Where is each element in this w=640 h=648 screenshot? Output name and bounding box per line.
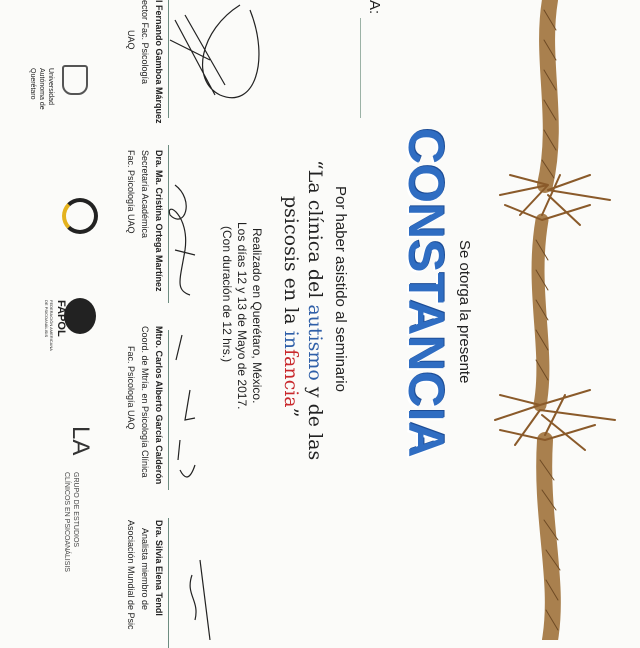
title: CONSTANCIA [398,128,454,458]
duration-text: (Con duración de 12 hrs.) [220,226,234,363]
signer-role: Fac. Psicología UAQ [126,346,136,430]
signature-2 [169,185,195,295]
logo-text: CLÍNICOS EN PSICOANÁLISIS [63,472,70,572]
fapol-logo-text [44,300,67,351]
rope-fray [500,175,610,225]
signer-role: Coord. de Mtría. en Psicología Clínica [140,326,150,478]
seminar-text: psicosis en la [280,196,302,331]
logo-text: DE PSICOANÁLISIS [44,300,49,338]
seminar-text: ” [280,407,302,418]
signer-role: Fac. Psicología UAQ [126,150,136,234]
grupo-logo-icon: LA [67,426,94,456]
signer-role: Asociación Mundial de Psic [126,520,136,630]
uaq-logo-icon [62,65,88,95]
seminar-highlight: in [280,330,302,349]
seminar-text: “La clínica del [304,160,326,305]
frayed-rope-illustration [470,0,640,640]
fapol-logo-icon [64,298,96,334]
signer-role: UAQ [126,30,136,50]
rope-segment [544,440,553,640]
rope-fray [495,390,615,450]
logo-text: Autónoma de [38,68,45,110]
signer-name: Dra. Ma. Cristina Ortega Martínez [154,150,164,292]
seminar-highlight: fancia [280,348,302,408]
logo-text: Querétaro [29,68,36,100]
signature-3 [176,335,195,477]
signature-4 [190,560,210,640]
rope-segment [545,0,551,185]
place-text: Realizado en Querétaro, México. [250,228,264,404]
logo-text: GRUPO DE ESTUDIOS [72,472,79,548]
logo-text: FEDERACIÓN AMERICANA [49,300,54,351]
signer-name: l Fernando Gamboa Márquez [154,0,164,124]
signer-role: Analista miembro de [140,528,150,611]
dates-text: Los días 12 y 13 de Mayo de 2017. [235,222,249,410]
seal-logo-icon [62,198,98,234]
recipient-label: A: [366,0,383,15]
seminar-highlight: autismo [304,304,326,381]
signer-name: Mtro. Carlos Alberto García Calderón [154,326,164,485]
signer-role: ector Fac. Psicología [140,0,150,85]
uaq-logo-text [28,68,55,110]
seminar-text: y de las [304,380,326,461]
signature-1 [170,5,259,98]
logo-text: FAPOL [55,300,67,337]
logo-text: Universidad [47,68,54,105]
grupo-logo-text [62,472,80,572]
signer-role: Secretaría Académica [140,150,150,239]
signer-name: Dra. Silvia Elena Tendl [154,520,164,616]
attendance-text: Por haber asistido al seminario [332,186,349,392]
intro-text: Se otorga la presente [456,240,473,384]
